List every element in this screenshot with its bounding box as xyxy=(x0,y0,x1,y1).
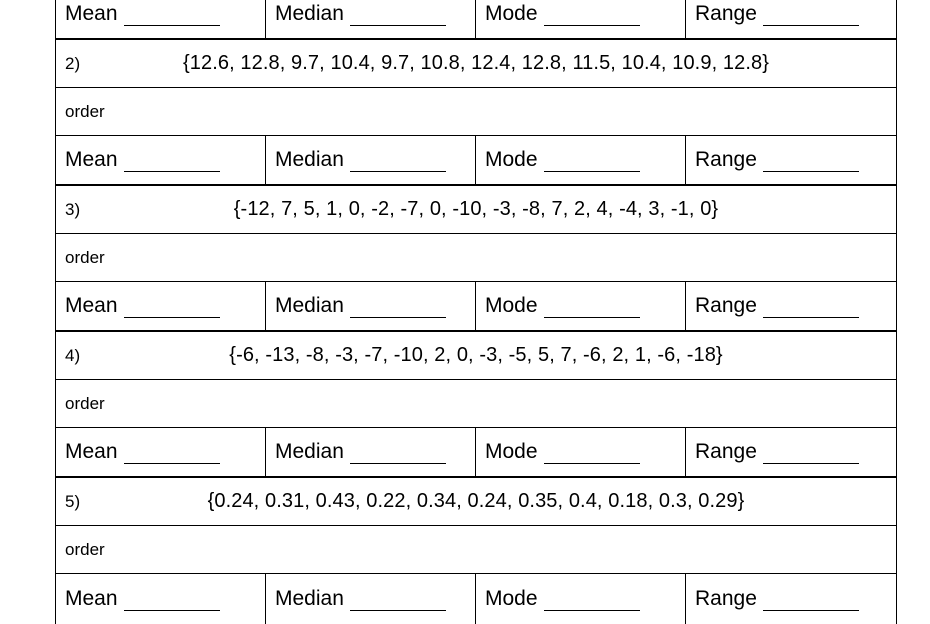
mean-answer-blank[interactable] xyxy=(124,153,220,172)
median-label: Median xyxy=(275,440,344,463)
range-answer-blank[interactable] xyxy=(763,299,859,318)
mean-label: Mean xyxy=(65,2,118,25)
problem-row-2 xyxy=(56,40,896,88)
mode-cell xyxy=(476,574,686,624)
mean-label: Mean xyxy=(65,148,118,171)
order-row-2[interactable] xyxy=(56,88,896,136)
mode-answer-blank[interactable] xyxy=(544,153,640,172)
problem-row-4 xyxy=(56,332,896,380)
mode-answer-blank[interactable] xyxy=(544,7,640,26)
mean-answer-blank[interactable] xyxy=(124,299,220,318)
mean-answer-blank[interactable] xyxy=(124,592,220,611)
median-answer-blank[interactable] xyxy=(350,299,446,318)
stats-row-4 xyxy=(56,428,896,478)
mean-label: Mean xyxy=(65,440,118,463)
mean-cell xyxy=(56,428,266,476)
data-set: {12.6, 12.8, 9.7, 10.4, 9.7, 10.8, 12.4, 12.8, 11.5, 10.4, 10.9, 12.8} xyxy=(183,52,769,74)
problem-row-5 xyxy=(56,478,896,526)
range-cell xyxy=(686,136,896,184)
median-answer-blank[interactable] xyxy=(350,153,446,172)
data-set: {-6, -13, -8, -3, -7, -10, 2, 0, -3, -5, 5, 7, -6, 2, 1, -6, -18} xyxy=(229,344,723,366)
median-label: Median xyxy=(275,587,344,610)
mode-cell xyxy=(476,282,686,330)
order-row-5[interactable] xyxy=(56,526,896,574)
mode-label: Mode xyxy=(485,440,538,463)
mean-answer-blank[interactable] xyxy=(124,445,220,464)
mean-cell xyxy=(56,0,266,38)
range-label: Range xyxy=(695,2,757,25)
range-cell xyxy=(686,282,896,330)
mean-label: Mean xyxy=(65,587,118,610)
mode-cell xyxy=(476,0,686,38)
range-answer-blank[interactable] xyxy=(763,7,859,26)
median-answer-blank[interactable] xyxy=(350,445,446,464)
median-label: Median xyxy=(275,148,344,171)
median-answer-blank[interactable] xyxy=(350,7,446,26)
mean-cell xyxy=(56,574,266,624)
mode-answer-blank[interactable] xyxy=(544,445,640,464)
median-cell xyxy=(266,136,476,184)
problem-number: 5) xyxy=(65,491,81,511)
range-answer-blank[interactable] xyxy=(763,592,859,611)
order-label: order xyxy=(65,101,105,121)
range-label: Range xyxy=(695,587,757,610)
range-cell xyxy=(686,0,896,38)
data-set: {-12, 7, 5, 1, 0, -2, -7, 0, -10, -3, -8, 7, 2, 4, -4, 3, -1, 0} xyxy=(233,198,719,220)
range-label: Range xyxy=(695,148,757,171)
mode-answer-blank[interactable] xyxy=(544,299,640,318)
data-set: {0.24, 0.31, 0.43, 0.22, 0.34, 0.24, 0.35, 0.4, 0.18, 0.3, 0.29} xyxy=(207,490,745,512)
mode-label: Mode xyxy=(485,294,538,317)
problem-number: 4) xyxy=(65,345,81,365)
mode-label: Mode xyxy=(485,587,538,610)
median-cell xyxy=(266,282,476,330)
range-label: Range xyxy=(695,294,757,317)
order-label: order xyxy=(65,247,105,267)
range-label: Range xyxy=(695,440,757,463)
median-label: Median xyxy=(275,294,344,317)
stats-row-3 xyxy=(56,282,896,332)
median-cell xyxy=(266,574,476,624)
problem-number: 3) xyxy=(65,199,81,219)
mean-label: Mean xyxy=(65,294,118,317)
order-row-3[interactable] xyxy=(56,234,896,282)
median-label: Median xyxy=(275,2,344,25)
mode-label: Mode xyxy=(485,148,538,171)
order-label: order xyxy=(65,393,105,413)
median-cell xyxy=(266,0,476,38)
range-cell xyxy=(686,428,896,476)
range-answer-blank[interactable] xyxy=(763,153,859,172)
range-answer-blank[interactable] xyxy=(763,445,859,464)
range-cell xyxy=(686,574,896,624)
mode-label: Mode xyxy=(485,2,538,25)
median-answer-blank[interactable] xyxy=(350,592,446,611)
mode-cell xyxy=(476,136,686,184)
problem-row-3 xyxy=(56,186,896,234)
order-row-4[interactable] xyxy=(56,380,896,428)
order-label: order xyxy=(65,539,105,559)
stats-row-5 xyxy=(56,574,896,624)
mode-cell xyxy=(476,428,686,476)
stats-row-1 xyxy=(56,0,896,40)
stats-row-2 xyxy=(56,136,896,186)
worksheet-table xyxy=(55,0,897,624)
mean-answer-blank[interactable] xyxy=(124,7,220,26)
mode-answer-blank[interactable] xyxy=(544,592,640,611)
median-cell xyxy=(266,428,476,476)
mean-cell xyxy=(56,136,266,184)
problem-number: 2) xyxy=(65,53,81,73)
mean-cell xyxy=(56,282,266,330)
